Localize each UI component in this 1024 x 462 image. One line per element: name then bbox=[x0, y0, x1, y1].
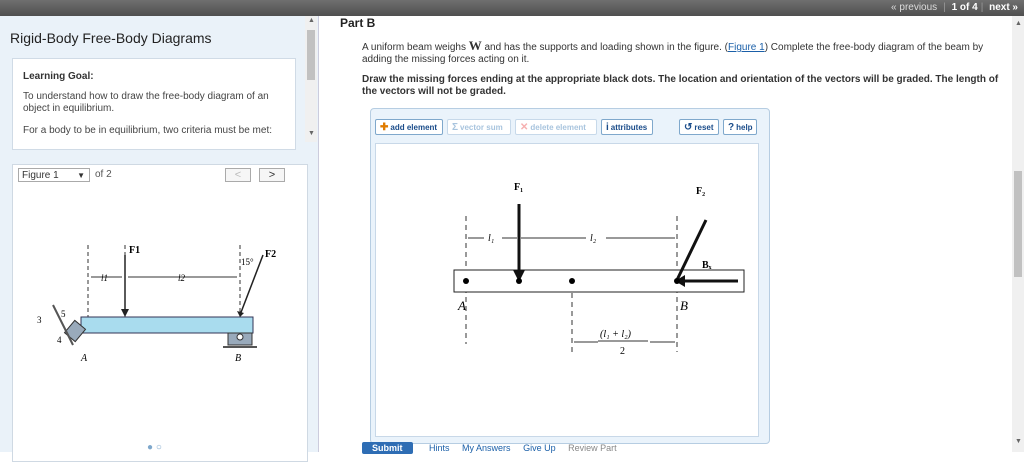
previous-link[interactable]: « previous bbox=[891, 2, 938, 13]
fbd-tool bbox=[370, 108, 770, 444]
figure-link[interactable]: Figure 1 bbox=[728, 42, 765, 53]
canvas-l2-label: l₂ bbox=[590, 233, 597, 244]
fig-l1-label: l1 bbox=[101, 273, 109, 283]
canvas-f1-label: F₁ bbox=[514, 182, 524, 193]
main-content bbox=[322, 16, 1012, 452]
fig-angle-label: 15° bbox=[241, 257, 254, 267]
fig-4-label: 4 bbox=[57, 335, 62, 345]
submit-button[interactable]: Submit bbox=[362, 442, 413, 454]
vector-sum-button[interactable]: Σ vector sum bbox=[447, 119, 511, 135]
give-up-link[interactable]: Give Up bbox=[523, 443, 556, 453]
figure-select[interactable]: Figure 1 ▼ bbox=[18, 168, 90, 182]
fig-a-label: A bbox=[81, 353, 88, 364]
canvas-l1-label: l₁ bbox=[488, 233, 495, 244]
next-figure-button[interactable]: > bbox=[259, 168, 285, 182]
fig-f1-label: F1 bbox=[129, 245, 141, 256]
delete-element-button[interactable]: ✕ delete element bbox=[515, 119, 597, 135]
left-panel bbox=[0, 16, 319, 452]
help-button[interactable]: ? help bbox=[723, 119, 757, 135]
page-position: 1 of 4 bbox=[951, 2, 978, 13]
fig-b-label: B bbox=[235, 353, 242, 364]
problem-figure bbox=[13, 225, 307, 405]
chevron-down-icon: ▼ bbox=[77, 171, 85, 180]
main-scroll-thumb[interactable] bbox=[1014, 171, 1022, 277]
add-element-button[interactable]: ✚ add element bbox=[375, 119, 443, 135]
my-answers-link[interactable]: My Answers bbox=[462, 443, 511, 453]
instructions: Draw the missing forces ending at the appropriate black dots. The location and orientation of the vectors will be graded. The length of the vectors will not be graded. bbox=[362, 74, 999, 97]
bottom-links bbox=[362, 442, 627, 454]
assignment-title: Rigid-Body Free-Body Diagrams bbox=[10, 30, 212, 46]
review-part-link[interactable]: Review Part bbox=[568, 443, 617, 453]
fig-l2-label: l2 bbox=[178, 273, 186, 283]
canvas-a-label: A bbox=[458, 298, 466, 313]
goal-heading: Learning Goal: bbox=[23, 71, 94, 82]
fig-5-label: 5 bbox=[61, 309, 66, 319]
left-scrollbar[interactable]: ▲ ▼ bbox=[305, 16, 317, 142]
part-title: Part B bbox=[340, 16, 376, 30]
canvas-frac-num: (l₁ + l₂) bbox=[600, 329, 631, 340]
next-link[interactable]: next » bbox=[989, 2, 1018, 13]
learning-goal-box bbox=[12, 58, 296, 150]
problem-prompt: A uniform beam weighs W and has the supports and loading shown in the figure. (Figure 1) Complete the free-body diagram of the beam by adding the missing forces acting on it. bbox=[362, 38, 984, 65]
canvas-b-label: B bbox=[680, 298, 688, 313]
goal-text: To understand how to draw the free-body diagram of an object in equilibrium. bbox=[23, 91, 269, 114]
left-scroll-thumb[interactable] bbox=[307, 30, 315, 80]
attributes-button[interactable]: i attributes bbox=[601, 119, 653, 135]
drawing-canvas[interactable] bbox=[375, 143, 759, 437]
canvas-f2-label: F₂ bbox=[696, 186, 706, 197]
figure-panel bbox=[12, 164, 308, 462]
goal-text-2: For a body to be in equilibrium, two criteria must be met: bbox=[23, 125, 272, 136]
reset-button[interactable]: ↺ reset bbox=[679, 119, 719, 135]
top-bar bbox=[0, 0, 1024, 16]
figure-count: of 2 bbox=[95, 169, 112, 180]
figure-page-dots[interactable]: ● ○ bbox=[147, 442, 162, 453]
pager: « previous | 1 of 4 | next » bbox=[891, 2, 1018, 13]
main-scrollbar[interactable]: ▲ ▼ bbox=[1012, 16, 1024, 452]
fig-f2-label: F2 bbox=[265, 249, 277, 260]
canvas-bx-label: Bₓ bbox=[702, 260, 712, 271]
fig-3-label: 3 bbox=[37, 315, 42, 325]
prev-figure-button[interactable]: < bbox=[225, 168, 251, 182]
hints-link[interactable]: Hints bbox=[429, 443, 450, 453]
canvas-frac-den: 2 bbox=[620, 346, 625, 357]
